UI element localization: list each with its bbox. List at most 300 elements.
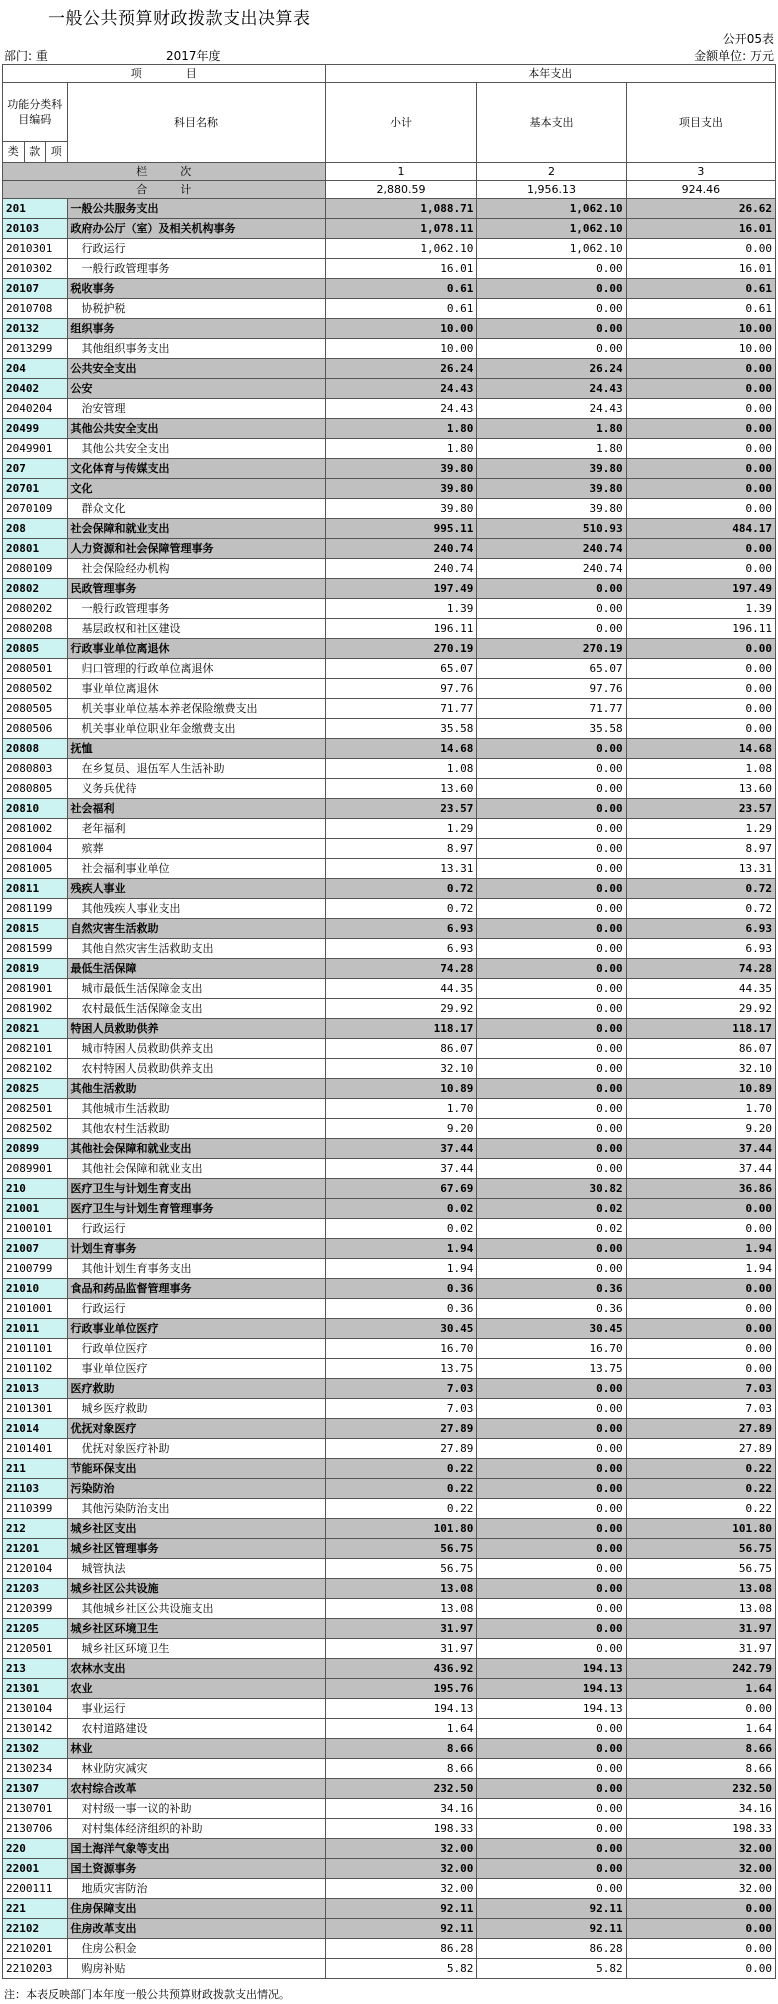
row-subtotal: 1.08 <box>325 759 477 779</box>
row-project: 0.00 <box>626 399 775 419</box>
row-subject: 行政运行 <box>67 1299 325 1319</box>
row-project: 0.72 <box>626 879 775 899</box>
row-code: 21205 <box>3 1619 68 1639</box>
row-basic: 1,062.10 <box>477 239 626 259</box>
row-project: 37.44 <box>626 1139 775 1159</box>
table-row <box>3 1499 776 1519</box>
row-subject: 林业防灾减灾 <box>67 1759 325 1779</box>
row-subject: 协税护税 <box>67 299 325 319</box>
row-subtotal: 270.19 <box>325 639 477 659</box>
header-lei: 类 <box>3 142 25 163</box>
row-basic: 0.00 <box>477 1739 626 1759</box>
row-subject: 其他残疾人事业支出 <box>67 899 325 919</box>
row-project: 0.00 <box>626 659 775 679</box>
row-project: 0.22 <box>626 1459 775 1479</box>
table-row <box>3 1219 776 1239</box>
row-subject: 民政管理事务 <box>67 579 325 599</box>
row-project: 0.00 <box>626 459 775 479</box>
row-basic: 0.00 <box>477 1059 626 1079</box>
row-subject: 其他计划生育事务支出 <box>67 1259 325 1279</box>
row-basic: 97.76 <box>477 679 626 699</box>
table-row <box>3 559 776 579</box>
row-basic: 35.58 <box>477 719 626 739</box>
row-project: 13.31 <box>626 859 775 879</box>
table-row <box>3 619 776 639</box>
table-row <box>3 1859 776 1879</box>
row-subject: 机关事业单位职业年金缴费支出 <box>67 719 325 739</box>
row-code: 2101301 <box>3 1399 68 1419</box>
table-row <box>3 379 776 399</box>
row-subtotal: 6.93 <box>325 939 477 959</box>
row-code: 201 <box>3 199 68 219</box>
row-project: 9.20 <box>626 1119 775 1139</box>
row-basic: 0.00 <box>477 1039 626 1059</box>
row-subtotal: 995.11 <box>325 519 477 539</box>
table-row <box>3 1579 776 1599</box>
row-project: 0.00 <box>626 639 775 659</box>
row-code: 2120104 <box>3 1559 68 1579</box>
row-subject: 医疗卫生与计划生育管理事务 <box>67 1199 325 1219</box>
row-subtotal: 65.07 <box>325 659 477 679</box>
row-subject: 社会保障和就业支出 <box>67 519 325 539</box>
row-subtotal: 118.17 <box>325 1019 477 1039</box>
row-subtotal: 0.36 <box>325 1299 477 1319</box>
row-subject: 自然灾害生活救助 <box>67 919 325 939</box>
row-code: 2080109 <box>3 559 68 579</box>
row-subtotal: 86.07 <box>325 1039 477 1059</box>
row-basic: 0.00 <box>477 1399 626 1419</box>
row-subtotal: 29.92 <box>325 999 477 1019</box>
table-row <box>3 1459 776 1479</box>
row-subject: 人力资源和社会保障管理事务 <box>67 539 325 559</box>
header-project: 项目支出 <box>626 83 775 163</box>
row-code: 2081002 <box>3 819 68 839</box>
row-code: 2080501 <box>3 659 68 679</box>
row-basic: 0.00 <box>477 1459 626 1479</box>
row-project: 86.07 <box>626 1039 775 1059</box>
table-row <box>3 799 776 819</box>
row-subtotal: 0.22 <box>325 1459 477 1479</box>
row-basic: 0.00 <box>477 959 626 979</box>
table-row <box>3 979 776 999</box>
row-project: 484.17 <box>626 519 775 539</box>
row-subject: 购房补贴 <box>67 1959 325 1979</box>
row-code: 2210203 <box>3 1959 68 1979</box>
row-project: 56.75 <box>626 1539 775 1559</box>
row-code: 2100101 <box>3 1219 68 1239</box>
row-code: 2210201 <box>3 1939 68 1959</box>
row-basic: 0.00 <box>477 1419 626 1439</box>
table-row <box>3 1959 776 1979</box>
row-project: 1.94 <box>626 1259 775 1279</box>
row-subtotal: 26.24 <box>325 359 477 379</box>
row-basic: 0.00 <box>477 1599 626 1619</box>
row-subject: 行政事业单位医疗 <box>67 1319 325 1339</box>
row-subtotal: 31.97 <box>325 1639 477 1659</box>
row-basic: 0.00 <box>477 999 626 1019</box>
table-row <box>3 1539 776 1559</box>
row-basic: 0.00 <box>477 939 626 959</box>
row-subtotal: 34.16 <box>325 1799 477 1819</box>
row-subtotal: 13.31 <box>325 859 477 879</box>
header-lanci: 栏 次 <box>3 163 326 181</box>
row-subtotal: 10.00 <box>325 339 477 359</box>
row-subject: 群众文化 <box>67 499 325 519</box>
row-project: 0.61 <box>626 299 775 319</box>
row-basic: 510.93 <box>477 519 626 539</box>
row-subtotal: 232.50 <box>325 1779 477 1799</box>
row-code: 21307 <box>3 1779 68 1799</box>
table-row <box>3 1339 776 1359</box>
row-code: 2100799 <box>3 1259 68 1279</box>
row-subtotal: 67.69 <box>325 1179 477 1199</box>
row-project: 10.00 <box>626 339 775 359</box>
row-subtotal: 92.11 <box>325 1899 477 1919</box>
row-project: 1.39 <box>626 599 775 619</box>
row-subtotal: 0.22 <box>325 1479 477 1499</box>
table-row <box>3 1779 776 1799</box>
row-project: 232.50 <box>626 1779 775 1799</box>
table-row <box>3 719 776 739</box>
row-subtotal: 39.80 <box>325 479 477 499</box>
row-project: 0.00 <box>626 1919 775 1939</box>
table-row <box>3 1739 776 1759</box>
table-row <box>3 219 776 239</box>
row-project: 0.00 <box>626 1939 775 1959</box>
table-row <box>3 939 776 959</box>
row-code: 2082501 <box>3 1099 68 1119</box>
row-basic: 0.00 <box>477 1099 626 1119</box>
row-basic: 1.80 <box>477 419 626 439</box>
table-row <box>3 1819 776 1839</box>
row-subject: 城乡医疗救助 <box>67 1399 325 1419</box>
row-subtotal: 32.00 <box>325 1859 477 1879</box>
row-subtotal: 8.97 <box>325 839 477 859</box>
row-subtotal: 27.89 <box>325 1439 477 1459</box>
row-project: 74.28 <box>626 959 775 979</box>
table-row <box>3 299 776 319</box>
row-basic: 0.00 <box>477 1879 626 1899</box>
table-row <box>3 639 776 659</box>
table-row <box>3 239 776 259</box>
row-project: 0.00 <box>626 1299 775 1319</box>
row-project: 0.00 <box>626 479 775 499</box>
row-basic: 0.00 <box>477 839 626 859</box>
row-basic: 0.00 <box>477 1019 626 1039</box>
row-subject: 优抚对象医疗补助 <box>67 1439 325 1459</box>
table-row <box>3 1679 776 1699</box>
total-subtotal: 2,880.59 <box>325 181 477 199</box>
row-subject: 残疾人事业 <box>67 879 325 899</box>
row-subtotal: 24.43 <box>325 379 477 399</box>
table-row <box>3 1059 776 1079</box>
row-basic: 270.19 <box>477 639 626 659</box>
row-subject: 社会福利 <box>67 799 325 819</box>
row-project: 13.60 <box>626 779 775 799</box>
row-subject: 医疗卫生与计划生育支出 <box>67 1179 325 1199</box>
row-basic: 0.00 <box>477 1139 626 1159</box>
row-subtotal: 194.13 <box>325 1699 477 1719</box>
row-basic: 240.74 <box>477 559 626 579</box>
row-code: 20810 <box>3 799 68 819</box>
row-basic: 24.43 <box>477 399 626 419</box>
row-subtotal: 13.08 <box>325 1579 477 1599</box>
row-basic: 0.00 <box>477 1259 626 1279</box>
row-project: 0.72 <box>626 899 775 919</box>
row-subject: 其他城乡社区公共设施支出 <box>67 1599 325 1619</box>
table-row <box>3 539 776 559</box>
table-row <box>3 579 776 599</box>
row-basic: 0.00 <box>477 1579 626 1599</box>
row-code: 211 <box>3 1459 68 1479</box>
row-project: 0.00 <box>626 1219 775 1239</box>
row-code: 21010 <box>3 1279 68 1299</box>
row-subject: 农业 <box>67 1679 325 1699</box>
row-basic: 30.45 <box>477 1319 626 1339</box>
table-row <box>3 1359 776 1379</box>
table-row <box>3 1379 776 1399</box>
row-code: 20701 <box>3 479 68 499</box>
row-subject: 其他城市生活救助 <box>67 1099 325 1119</box>
row-project: 1.64 <box>626 1679 775 1699</box>
row-basic: 0.00 <box>477 579 626 599</box>
row-project: 26.62 <box>626 199 775 219</box>
row-project: 0.00 <box>626 1359 775 1379</box>
row-subject: 公共安全支出 <box>67 359 325 379</box>
row-subject: 抚恤 <box>67 739 325 759</box>
row-subtotal: 6.93 <box>325 919 477 939</box>
row-code: 2080506 <box>3 719 68 739</box>
header-xiang: 项 <box>46 142 68 163</box>
row-code: 2130104 <box>3 1699 68 1719</box>
table-row <box>3 1079 776 1099</box>
row-basic: 0.00 <box>477 799 626 819</box>
row-code: 2081901 <box>3 979 68 999</box>
row-project: 27.89 <box>626 1439 775 1459</box>
row-subtotal: 8.66 <box>325 1739 477 1759</box>
row-subject: 社会福利事业单位 <box>67 859 325 879</box>
row-subtotal: 0.02 <box>325 1219 477 1239</box>
row-code: 204 <box>3 359 68 379</box>
table-row <box>3 1479 776 1499</box>
row-subject: 特困人员救助供养 <box>67 1019 325 1039</box>
table-row <box>3 919 776 939</box>
row-code: 2089901 <box>3 1159 68 1179</box>
row-code: 20805 <box>3 639 68 659</box>
header-item: 项 目 <box>3 65 326 83</box>
row-basic: 0.00 <box>477 1539 626 1559</box>
row-project: 44.35 <box>626 979 775 999</box>
row-subtotal: 240.74 <box>325 559 477 579</box>
row-project: 8.66 <box>626 1759 775 1779</box>
table-row <box>3 1879 776 1899</box>
row-subject: 其他组织事务支出 <box>67 339 325 359</box>
table-row <box>3 839 776 859</box>
row-project: 0.61 <box>626 279 775 299</box>
row-project: 23.57 <box>626 799 775 819</box>
row-basic: 0.00 <box>477 319 626 339</box>
row-project: 56.75 <box>626 1559 775 1579</box>
row-basic: 0.00 <box>477 1759 626 1779</box>
row-project: 1.08 <box>626 759 775 779</box>
row-subtotal: 240.74 <box>325 539 477 559</box>
row-basic: 0.00 <box>477 759 626 779</box>
table-row <box>3 1719 776 1739</box>
row-code: 2080803 <box>3 759 68 779</box>
table-row <box>3 999 776 1019</box>
row-subtotal: 10.00 <box>325 319 477 339</box>
row-subject: 城市最低生活保障金支出 <box>67 979 325 999</box>
table-row <box>3 319 776 339</box>
row-project: 0.00 <box>626 679 775 699</box>
table-row <box>3 779 776 799</box>
row-subject: 公安 <box>67 379 325 399</box>
row-subject: 其他社会保障和就业支出 <box>67 1139 325 1159</box>
row-subtotal: 10.89 <box>325 1079 477 1099</box>
row-subtotal: 32.00 <box>325 1839 477 1859</box>
row-basic: 240.74 <box>477 539 626 559</box>
row-project: 1.64 <box>626 1719 775 1739</box>
table-row <box>3 1279 776 1299</box>
row-subject: 行政运行 <box>67 1219 325 1239</box>
table-row <box>3 499 776 519</box>
row-code: 2130142 <box>3 1719 68 1739</box>
table-row <box>3 679 776 699</box>
row-basic: 0.00 <box>477 619 626 639</box>
row-project: 1.94 <box>626 1239 775 1259</box>
row-subject: 国土资源事务 <box>67 1859 325 1879</box>
row-subtotal: 1.70 <box>325 1099 477 1119</box>
row-code: 22102 <box>3 1919 68 1939</box>
row-subject: 农村道路建设 <box>67 1719 325 1739</box>
row-subject: 节能环保支出 <box>67 1459 325 1479</box>
row-subtotal: 1.29 <box>325 819 477 839</box>
row-code: 22001 <box>3 1859 68 1879</box>
table-row <box>3 739 776 759</box>
total-basic: 1,956.13 <box>477 181 626 199</box>
row-code: 20808 <box>3 739 68 759</box>
row-code: 221 <box>3 1899 68 1919</box>
row-subtotal: 198.33 <box>325 1819 477 1839</box>
row-subject: 农村最低生活保障金支出 <box>67 999 325 1019</box>
table-row <box>3 1559 776 1579</box>
row-code: 20107 <box>3 279 68 299</box>
row-project: 0.00 <box>626 719 775 739</box>
row-subject: 国土海洋气象等支出 <box>67 1839 325 1859</box>
row-subject: 城乡社区支出 <box>67 1519 325 1539</box>
row-project: 196.11 <box>626 619 775 639</box>
row-subtotal: 13.08 <box>325 1599 477 1619</box>
row-code: 21302 <box>3 1739 68 1759</box>
row-subject: 城市特困人员救助供养支出 <box>67 1039 325 1059</box>
row-code: 20103 <box>3 219 68 239</box>
row-basic: 0.00 <box>477 779 626 799</box>
row-project: 8.66 <box>626 1739 775 1759</box>
page-title: 一般公共预算财政拨款支出决算表 <box>48 9 311 29</box>
row-code: 207 <box>3 459 68 479</box>
header-n2: 2 <box>477 163 626 181</box>
total-label: 合 计 <box>3 181 326 199</box>
row-subtotal: 13.75 <box>325 1359 477 1379</box>
row-project: 0.00 <box>626 699 775 719</box>
row-subject: 对村级一事一议的补助 <box>67 1799 325 1819</box>
row-subtotal: 0.61 <box>325 279 477 299</box>
row-subtotal: 32.00 <box>325 1879 477 1899</box>
row-subject: 社会保险经办机构 <box>67 559 325 579</box>
row-subtotal: 7.03 <box>325 1379 477 1399</box>
row-subtotal: 0.36 <box>325 1279 477 1299</box>
row-subtotal: 71.77 <box>325 699 477 719</box>
row-project: 0.00 <box>626 539 775 559</box>
row-project: 0.22 <box>626 1479 775 1499</box>
row-project: 32.00 <box>626 1879 775 1899</box>
row-code: 2049901 <box>3 439 68 459</box>
table-row <box>3 259 776 279</box>
row-basic: 0.00 <box>477 1839 626 1859</box>
row-basic: 39.80 <box>477 479 626 499</box>
row-subject: 事业运行 <box>67 1699 325 1719</box>
row-code: 20819 <box>3 959 68 979</box>
table-row <box>3 1639 776 1659</box>
row-project: 0.00 <box>626 1699 775 1719</box>
row-code: 220 <box>3 1839 68 1859</box>
row-project: 0.00 <box>626 1339 775 1359</box>
row-subject: 一般行政管理事务 <box>67 599 325 619</box>
row-project: 29.92 <box>626 999 775 1019</box>
header-current-year: 本年支出 <box>325 65 775 83</box>
table-row <box>3 1799 776 1819</box>
row-subject: 义务兵优待 <box>67 779 325 799</box>
row-subtotal: 16.01 <box>325 259 477 279</box>
row-project: 37.44 <box>626 1159 775 1179</box>
row-subtotal: 101.80 <box>325 1519 477 1539</box>
fiscal-year: 2017年度 <box>166 49 221 63</box>
row-project: 10.00 <box>626 319 775 339</box>
row-subject: 行政事业单位离退休 <box>67 639 325 659</box>
row-subtotal: 0.02 <box>325 1199 477 1219</box>
row-code: 210 <box>3 1179 68 1199</box>
table-row <box>3 819 776 839</box>
table-row <box>3 399 776 419</box>
row-project: 0.00 <box>626 359 775 379</box>
table-row <box>3 419 776 439</box>
header-kuan: 款 <box>24 142 46 163</box>
row-basic: 0.00 <box>477 299 626 319</box>
row-basic: 0.00 <box>477 899 626 919</box>
row-code: 2082502 <box>3 1119 68 1139</box>
row-basic: 5.82 <box>477 1959 626 1979</box>
row-project: 0.00 <box>626 1899 775 1919</box>
row-subject: 一般行政管理事务 <box>67 259 325 279</box>
row-subtotal: 56.75 <box>325 1559 477 1579</box>
row-subject: 住房保障支出 <box>67 1899 325 1919</box>
row-subject: 其他农村生活救助 <box>67 1119 325 1139</box>
row-basic: 0.00 <box>477 1639 626 1659</box>
row-project: 6.93 <box>626 939 775 959</box>
table-row <box>3 1159 776 1179</box>
row-subject: 农村综合改革 <box>67 1779 325 1799</box>
row-subject: 对村集体经济组织的补助 <box>67 1819 325 1839</box>
row-subject: 食品和药品监督管理事务 <box>67 1279 325 1299</box>
row-code: 21203 <box>3 1579 68 1599</box>
row-basic: 13.75 <box>477 1359 626 1379</box>
row-subject: 在乡复员、退伍军人生活补助 <box>67 759 325 779</box>
row-project: 1.70 <box>626 1099 775 1119</box>
row-project: 32.10 <box>626 1059 775 1079</box>
row-basic: 0.36 <box>477 1299 626 1319</box>
row-project: 13.08 <box>626 1579 775 1599</box>
row-code: 2200111 <box>3 1879 68 1899</box>
